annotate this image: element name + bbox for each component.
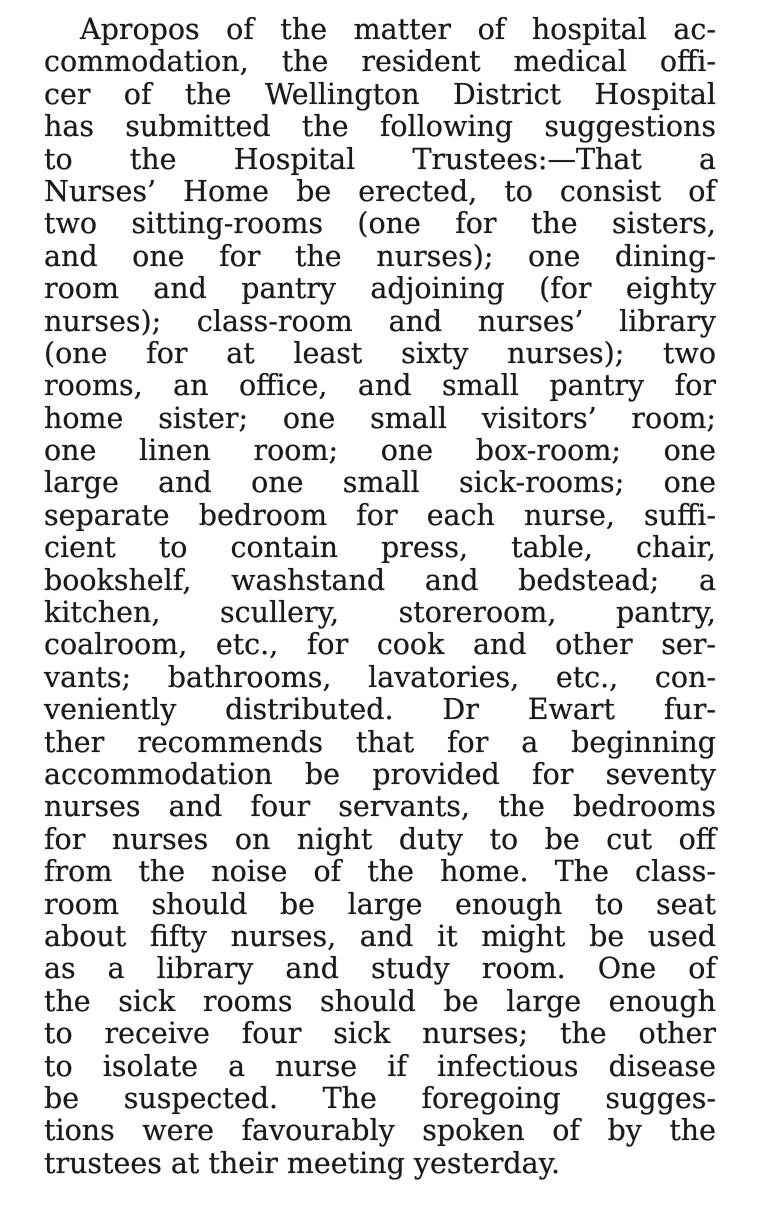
article-line: trustees at their meeting yesterday.: [44, 1146, 561, 1180]
article-line: tions were favourably spoken of by the: [44, 1114, 716, 1148]
article-line: Nurses’ Home be erected, to consist of: [44, 174, 716, 208]
article-line: bookshelf, washstand and bedstead; a: [44, 563, 716, 597]
article-line: from the noise of the home. The class-: [44, 855, 716, 889]
article-line: separate bedroom for each nurse, suffi-: [44, 498, 716, 532]
article-line: one linen room; one box-room; one: [44, 434, 716, 468]
article-line: rooms, an office, and small pantry for: [44, 369, 716, 403]
article-line: the sick rooms should be large enough: [44, 984, 716, 1018]
article-line: be suspected. The foregoing sugges-: [44, 1081, 716, 1115]
article-line: commodation, the resident medical offi-: [44, 45, 716, 79]
article-line: room and pantry adjoining (for eighty: [44, 272, 716, 306]
article-line: about fifty nurses, and it might be used: [44, 919, 716, 953]
article-line: and one for the nurses); one dining-: [44, 239, 716, 273]
article-line: coalroom, etc., for cook and other ser-: [44, 628, 716, 662]
article-line: two sitting-rooms (one for the sisters,: [44, 207, 716, 241]
article-line: to receive four sick nurses; the other: [44, 1017, 716, 1051]
article-line: for nurses on night duty to be cut off: [44, 822, 716, 856]
article-line: nurses and four servants, the bedrooms: [44, 790, 716, 824]
article-line: home sister; one small visitors’ room;: [44, 401, 716, 435]
article-line: large and one small sick-rooms; one: [44, 466, 716, 500]
article-line: veniently distributed. Dr Ewart fur-: [44, 693, 716, 727]
article-line: (one for at least sixty nurses); two: [44, 336, 716, 370]
article-line: cer of the Wellington District Hospital: [44, 77, 716, 111]
article-line: to the Hospital Trustees:—That a: [44, 142, 716, 176]
article-line: cient to contain press, table, chair,: [44, 531, 716, 565]
article-line: as a library and study room. One of: [44, 952, 716, 986]
article-line: kitchen, scullery, storeroom, pantry,: [44, 596, 716, 630]
article-line: vants; bathrooms, lavatories, etc., con-: [44, 660, 716, 694]
article-paragraph: [44, 14, 716, 1180]
article-line: ther recommends that for a beginning: [44, 725, 716, 759]
article-line: accommodation be provided for seventy: [44, 757, 716, 791]
article-line: nurses); class-room and nurses’ library: [44, 304, 716, 338]
article-line: to isolate a nurse if infectious disease: [44, 1049, 716, 1083]
article-line: Apropos of the matter of hospital ac-: [80, 13, 716, 46]
article-line: room should be large enough to seat: [44, 887, 716, 921]
article-line: has submitted the following suggestions: [44, 110, 716, 144]
